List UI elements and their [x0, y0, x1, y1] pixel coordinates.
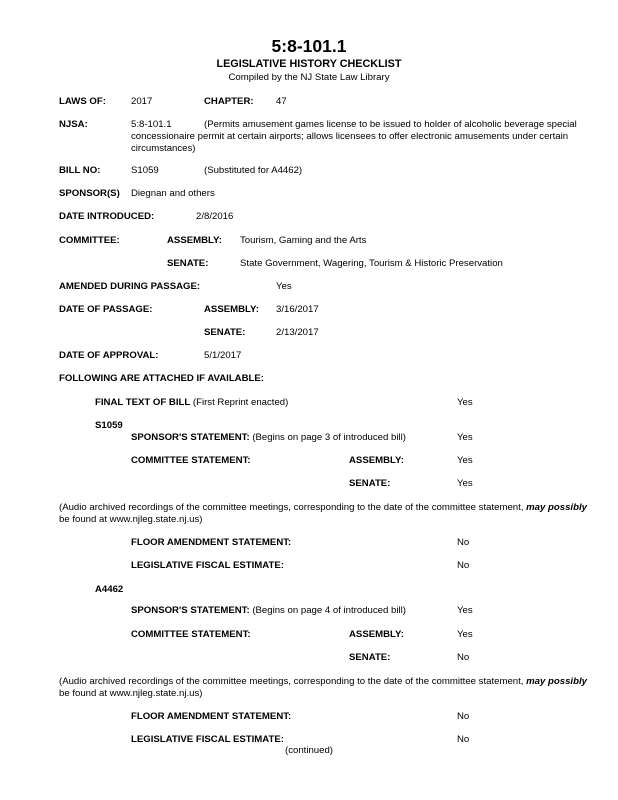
s1059-senate-value: Yes [457, 478, 473, 489]
attached-heading: FOLLOWING ARE ATTACHED IF AVAILABLE: [59, 373, 264, 384]
final-text-value: Yes [457, 397, 473, 408]
a4462-fiscal-label: LEGISLATIVE FISCAL ESTIMATE: [131, 734, 284, 745]
s1059-audio-note-emphasis: may possibly [526, 502, 587, 513]
passage-assembly-label: ASSEMBLY: [204, 304, 259, 315]
a4462-fiscal-value: No [457, 734, 470, 745]
a4462-audio-note-line-2: be found at www.njleg.state.nj.us) [59, 688, 203, 699]
s1059-sponsor-label: SPONSOR'S STATEMENT: [131, 432, 250, 443]
a4462-sponsor-note: (Begins on page 4 of introduced bill) [252, 605, 406, 616]
a4462-senate-label: SENATE: [349, 652, 391, 663]
page-title: 5:8-101.1 [271, 36, 347, 56]
committee-senate-label: SENATE: [167, 258, 209, 269]
s1059-bill-heading: S1059 [95, 420, 123, 431]
a4462-sponsor-label: SPONSOR'S STATEMENT: [131, 605, 250, 616]
bill-no-label: BILL NO: [59, 165, 101, 176]
committee-senate-value: State Government, Wagering, Tourism & Historic Preservation [240, 258, 503, 269]
sponsors-value: Diegnan and others [131, 188, 215, 199]
date-introduced-value: 2/8/2016 [196, 211, 234, 222]
sponsors-label: SPONSOR(S) [59, 188, 120, 199]
s1059-assembly-label: ASSEMBLY: [349, 455, 404, 466]
s1059-assembly-value: Yes [457, 455, 473, 466]
s1059-senate-label: SENATE: [349, 478, 391, 489]
s1059-audio-note-text: (Audio archived recordings of the committee meetings, corresponding to the date of the committee statement, [59, 502, 524, 513]
passage-senate-label: SENATE: [204, 327, 246, 338]
final-text-note: (First Reprint enacted) [192, 397, 289, 408]
bill-substitution-note: (Substituted for A4462) [204, 165, 303, 176]
a4462-audio-note-line-1 [59, 676, 587, 687]
njsa-description-line-1: (Permits amusement games license to be issued to holder of alcoholic beverage special [204, 119, 577, 130]
continued-note: (continued) [285, 745, 333, 756]
date-of-approval-label: DATE OF APPROVAL: [59, 350, 159, 361]
a4462-committee-label: COMMITTEE STATEMENT: [131, 629, 251, 640]
date-introduced-label: DATE INTRODUCED: [59, 211, 155, 222]
committee-assembly-value: Tourism, Gaming and the Arts [240, 235, 367, 246]
a4462-assembly-value: Yes [457, 629, 473, 640]
s1059-fiscal-label: LEGISLATIVE FISCAL ESTIMATE: [131, 560, 284, 571]
s1059-floor-value: No [457, 537, 470, 548]
laws-of-label: LAWS OF: [59, 96, 106, 107]
final-text-row [95, 397, 288, 408]
njsa-description-line-3: circumstances) [131, 143, 196, 154]
njsa-value: 5:8-101.1 [131, 119, 172, 130]
a4462-assembly-label: ASSEMBLY: [349, 629, 404, 640]
amended-label: AMENDED DURING PASSAGE: [59, 281, 201, 292]
s1059-floor-label: FLOOR AMENDMENT STATEMENT: [131, 537, 292, 548]
page-subtitle: LEGISLATIVE HISTORY CHECKLIST [216, 58, 402, 70]
s1059-sponsor-note: (Begins on page 3 of introduced bill) [252, 432, 406, 443]
final-text-label: FINAL TEXT OF BILL [95, 397, 191, 408]
s1059-sponsor-row [131, 432, 406, 443]
amended-value: Yes [276, 281, 292, 292]
a4462-sponsor-row [131, 605, 406, 616]
s1059-audio-note-line-2: be found at www.njleg.state.nj.us) [59, 514, 203, 525]
compiled-by: Compiled by the NJ State Law Library [228, 72, 390, 83]
date-of-approval-value: 5/1/2017 [204, 350, 242, 361]
njsa-description-line-2: concessionaire permit at certain airports; allows licensees to offer electronic amusements under certain [131, 131, 569, 142]
a4462-floor-label: FLOOR AMENDMENT STATEMENT: [131, 711, 292, 722]
bill-no-value: S1059 [131, 165, 159, 176]
njsa-label: NJSA: [59, 119, 88, 130]
committee-label: COMMITTEE: [59, 235, 120, 246]
a4462-audio-note-text: (Audio archived recordings of the committee meetings, corresponding to the date of the committee statement, [59, 676, 524, 687]
a4462-bill-heading: A4462 [95, 584, 124, 595]
date-of-passage-label: DATE OF PASSAGE: [59, 304, 153, 315]
chapter-label: CHAPTER: [204, 96, 254, 107]
s1059-sponsor-value: Yes [457, 432, 473, 443]
s1059-committee-label: COMMITTEE STATEMENT: [131, 455, 251, 466]
passage-assembly-value: 3/16/2017 [276, 304, 319, 315]
a4462-audio-note-emphasis: may possibly [526, 676, 587, 687]
a4462-senate-value: No [457, 652, 470, 663]
a4462-floor-value: No [457, 711, 470, 722]
s1059-audio-note-line-1 [59, 502, 587, 513]
laws-of-value: 2017 [131, 96, 153, 107]
committee-assembly-label: ASSEMBLY: [167, 235, 222, 246]
s1059-fiscal-value: No [457, 560, 470, 571]
passage-senate-value: 2/13/2017 [276, 327, 319, 338]
chapter-value: 47 [276, 96, 287, 107]
a4462-sponsor-value: Yes [457, 605, 473, 616]
